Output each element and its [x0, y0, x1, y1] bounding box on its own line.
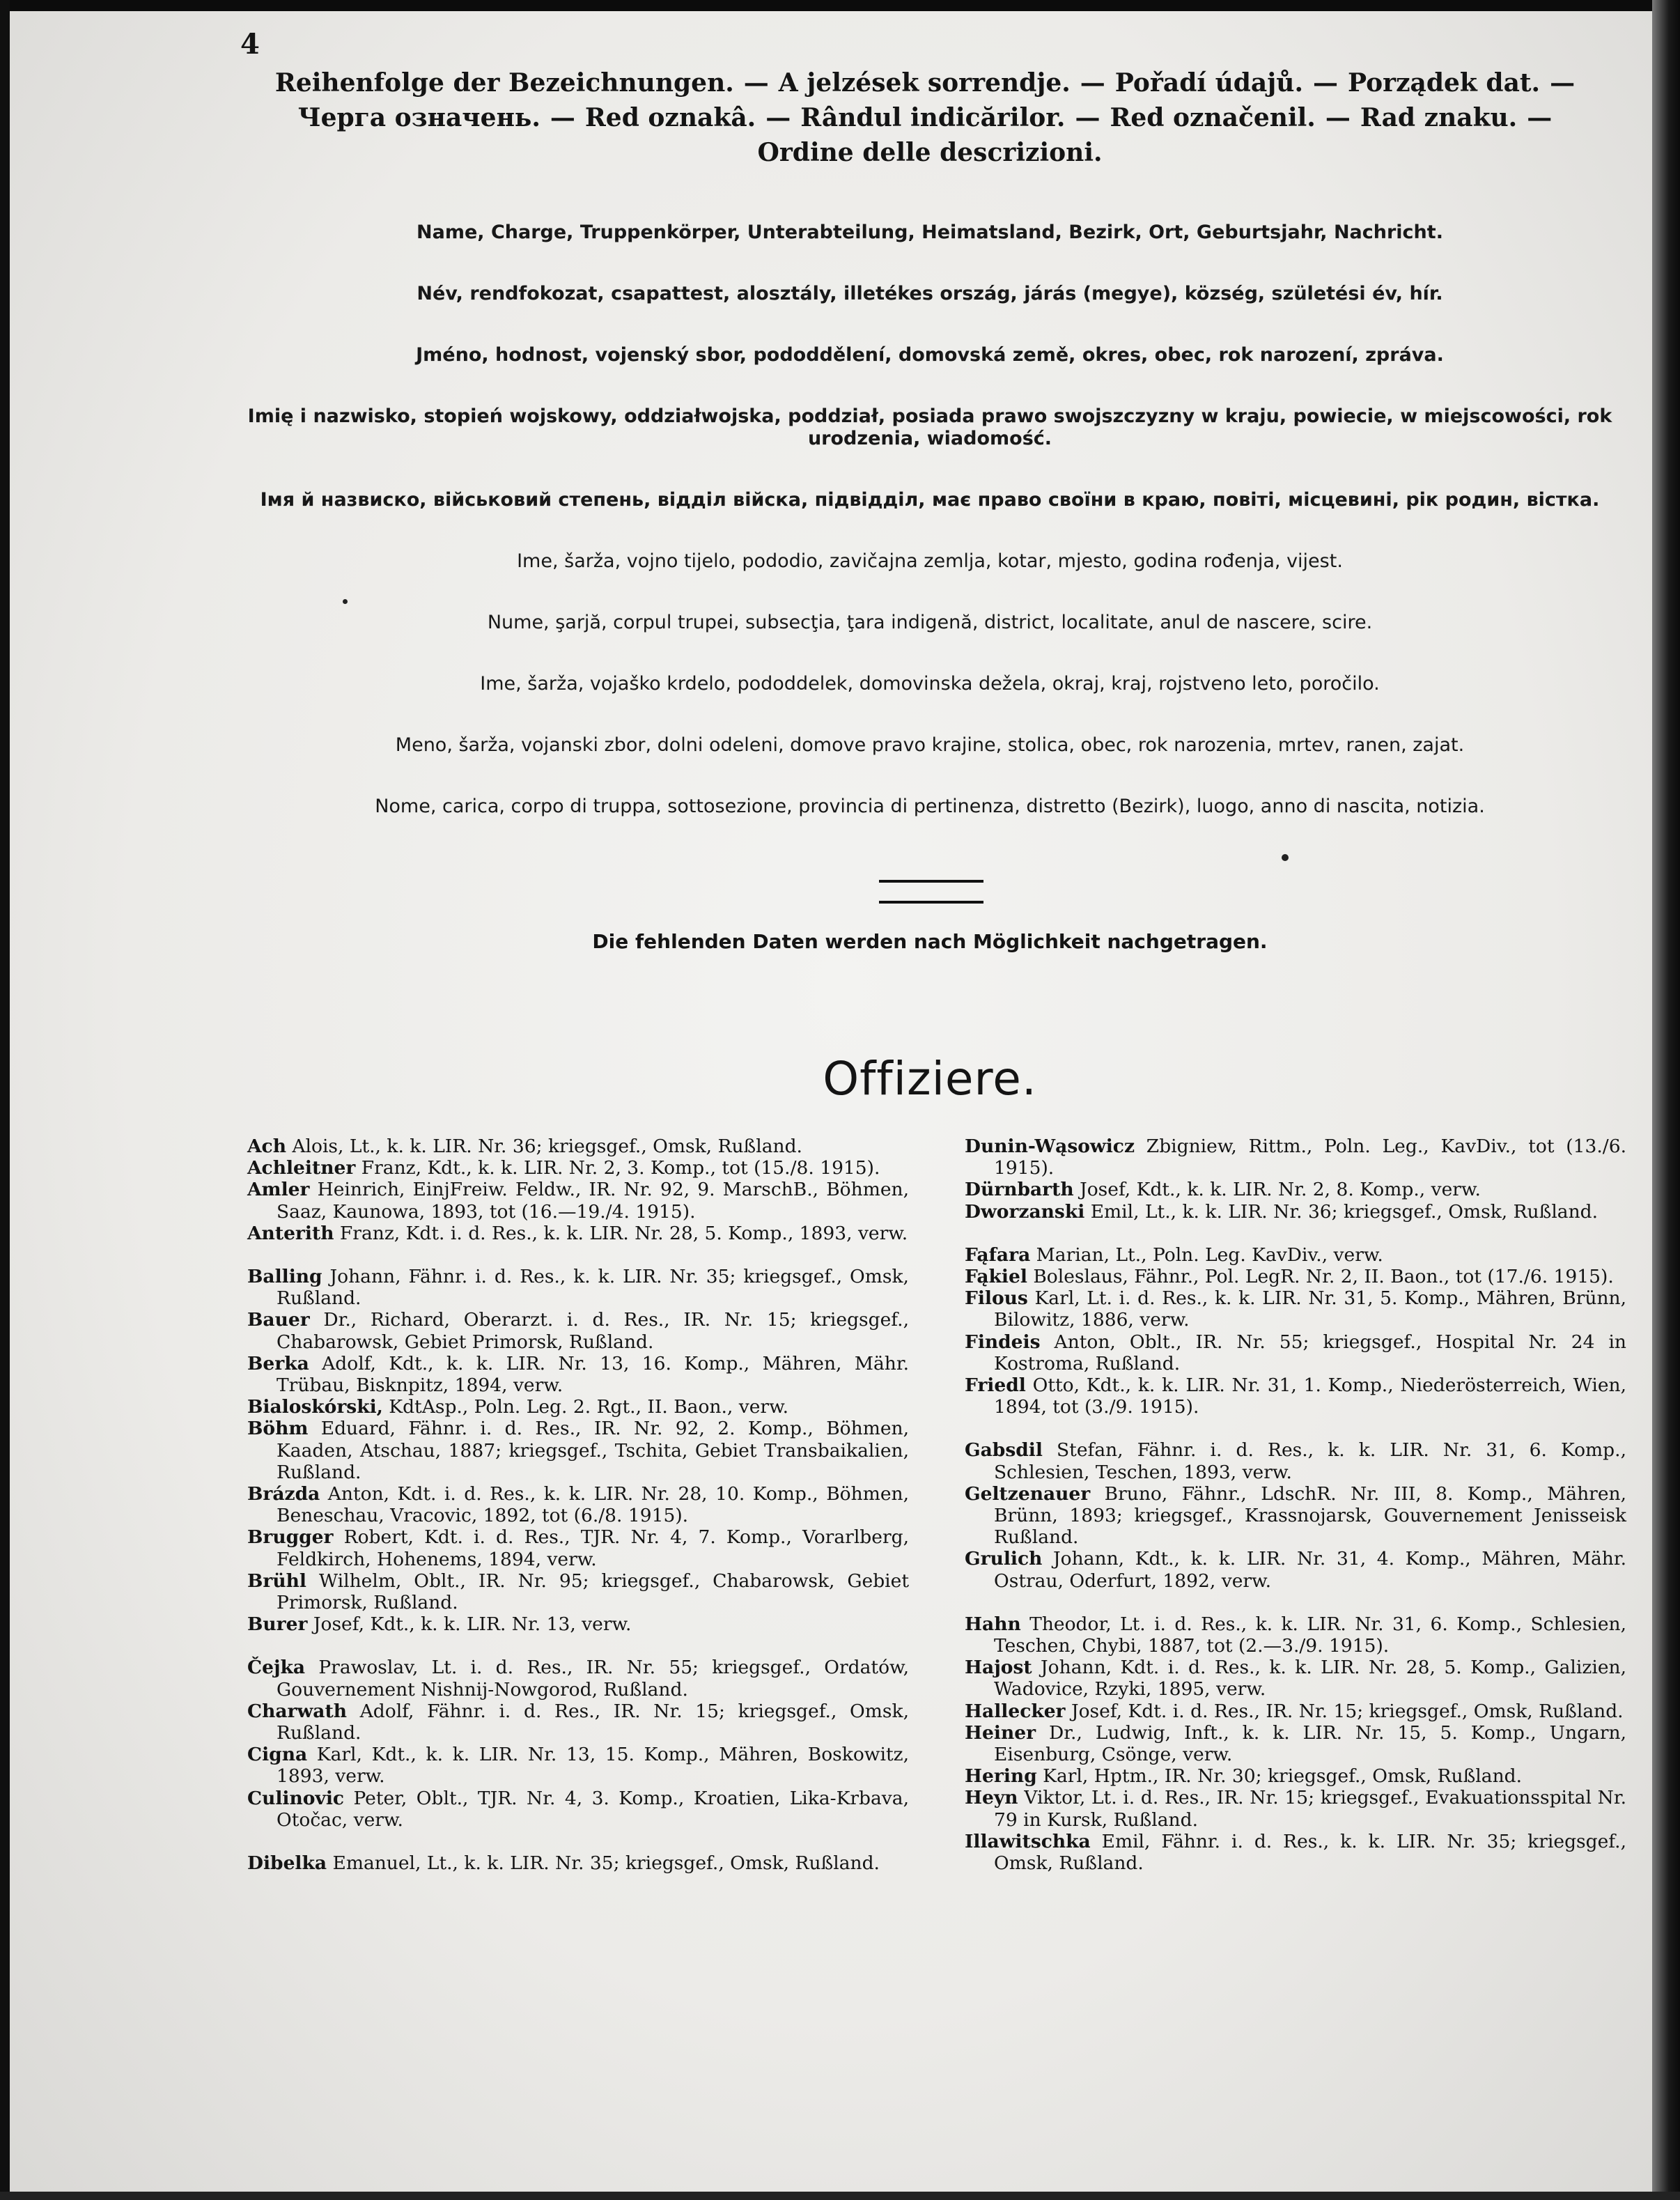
entry-details: Heinrich, EinjFreiw. Feldw., IR. Nr. 92, 9. MarschB., Böhmen, Saaz, Kaunowa, 1893, tot (16.—19./4. 1915). — [277, 1179, 909, 1223]
entry-surname: Hajost — [965, 1657, 1032, 1679]
header-separator: — — [1080, 68, 1105, 98]
scan-edge-top — [0, 0, 1680, 11]
entry-details: Theodor, Lt. i. d. Res., k. k. LIR. Nr. 31, 6. Komp., Schlesien, Teschen, Chybi, 1887, tot (2.—3./9. 1915). — [994, 1613, 1626, 1657]
entry-details: Viktor, Lt. i. d. Res., IR. Nr. 15; kriegsgef., Evakuationsspital Nr. 79 in Kursk, Rußland. — [994, 1787, 1626, 1831]
header-separator: — — [743, 68, 769, 98]
entry-surname: Balling — [247, 1266, 322, 1288]
missing-data-note: Die fehlenden Daten werden nach Möglichkeit nachgetragen. — [592, 930, 1268, 953]
entry-details: Anton, Kdt. i. d. Res., k. k. LIR. Nr. 28, 10. Komp., Böhmen, Beneschau, Vracovic, 1892, tot (6./8. 1915). — [277, 1483, 909, 1527]
entry-surname: Brühl — [247, 1570, 306, 1592]
roster-entry — [247, 1418, 909, 1483]
entry-surname: Čejka — [247, 1657, 306, 1679]
description-czech: Jméno, hodnost, vojenský sbor, pododdělení, domovská země, okres, obec, rok narození, zpráva. — [416, 344, 1444, 366]
header-separator: — — [1075, 103, 1100, 132]
roster-entry — [247, 1613, 909, 1635]
entry-surname: Dunin-Wąsowicz — [965, 1136, 1135, 1157]
scan-edge-right — [1652, 0, 1680, 2200]
entry-surname: Bialoskórski, — [247, 1396, 383, 1418]
entry-details: Emanuel, Lt., k. k. LIR. Nr. 35; kriegsgef., Omsk, Rußland. — [327, 1852, 880, 1875]
entry-details: Robert, Kdt. i. d. Res., TJR. Nr. 4, 7. Komp., Vorarlberg, Feldkirch, Hohenems, 1894, verw. — [277, 1526, 909, 1570]
entry-surname: Brugger — [247, 1526, 334, 1549]
entry-surname: Findeis — [965, 1331, 1041, 1353]
roster-entry — [965, 1483, 1626, 1549]
entry-details: Karl, Kdt., k. k. LIR. Nr. 13, 15. Komp., Mähren, Boskowitz, 1893, verw. — [277, 1744, 909, 1788]
entry-details: Josef, Kdt. i. d. Res., IR. Nr. 15; kriegsgef., Omsk, Rußland. — [1065, 1700, 1624, 1722]
entry-details: Wilhelm, Oblt., IR. Nr. 95; kriegsgef., Chabarowsk, Gebiet Primorsk, Rußland. — [277, 1570, 909, 1614]
description-ruthenian: Імя й назвиско, військовий степень, відділ війска, підвідділ, має право своїни в краю, повіті, місцевині, рік родин, вістка. — [260, 489, 1600, 511]
header-item: Porządek dat. — [1348, 68, 1541, 98]
entry-details: Stefan, Fähnr. i. d. Res., k. k. LIR. Nr. 31, 6. Komp., Schlesien, Teschen, 1893, verw. — [994, 1439, 1626, 1483]
divider-rule — [879, 901, 983, 904]
roster-entry — [247, 1483, 909, 1526]
header-separator: — — [550, 103, 575, 132]
entry-surname: Hering — [965, 1765, 1037, 1788]
entry-surname: Bauer — [247, 1309, 310, 1331]
divider-rule — [879, 880, 983, 883]
entry-surname: Fąfara — [965, 1244, 1031, 1266]
header-item: Red oznakâ. — [584, 103, 756, 132]
roster-entry — [965, 1787, 1626, 1830]
entry-surname: Fąkiel — [965, 1266, 1027, 1288]
page-number: 4 — [240, 28, 260, 61]
roster-entry — [247, 1266, 909, 1309]
roster-entry — [965, 1287, 1626, 1331]
entry-surname: Charwath — [247, 1700, 347, 1722]
entry-surname: Dworzanski — [965, 1200, 1085, 1223]
roster-entry — [965, 1548, 1626, 1591]
ink-speck — [343, 599, 348, 604]
entry-details: Zbigniew, Rittm., Poln. Leg., KavDiv., tot (13./6. 1915). — [994, 1136, 1626, 1179]
roster-entry — [247, 1309, 909, 1352]
header-item: Ordine delle descrizioni. — [757, 138, 1103, 167]
entry-surname: Filous — [965, 1287, 1028, 1310]
roster-entry — [247, 1788, 909, 1831]
entry-details: Dr., Ludwig, Inft., k. k. LIR. Nr. 15, 5. Komp., Ungarn, Eisenburg, Csönge, verw. — [994, 1721, 1626, 1766]
roster-entry — [965, 1657, 1626, 1700]
roster-entry — [965, 1136, 1626, 1179]
header-item: Rad znaku. — [1360, 103, 1518, 132]
entry-details: Dr., Richard, Oberarzt. i. d. Res., IR. Nr. 15; kriegsgef., Chabarowsk, Gebiet Primorsk, Rußland. — [277, 1309, 909, 1353]
header-separator: — — [1527, 103, 1553, 132]
entry-details: Karl, Hptm., IR. Nr. 30; kriegsgef., Omsk, Rußland. — [1036, 1765, 1523, 1788]
header-item: A jelzések sorrendje. — [778, 68, 1071, 98]
entry-details: Anton, Oblt., IR. Nr. 55; kriegsgef., Hospital Nr. 24 in Kostroma, Rußland. — [994, 1331, 1626, 1374]
entry-details: Emil, Fähnr. i. d. Res., k. k. LIR. Nr. 35; kriegsgef., Omsk, Rußland. — [994, 1830, 1626, 1875]
entry-surname: Dibelka — [247, 1852, 327, 1875]
entry-details: Josef, Kdt., k. k. LIR. Nr. 2, 8. Komp., verw. — [1073, 1179, 1481, 1201]
entry-details: Boleslaus, Fähnr., Pol. LegR. Nr. 2, II. Baon., tot (17./6. 1915). — [1027, 1266, 1614, 1288]
entry-details: Peter, Oblt., TJR. Nr. 4, 3. Komp., Kroatien, Lika-Krbava, Otočac, verw. — [277, 1787, 909, 1831]
header-item: Pořadí údajů. — [1114, 68, 1303, 98]
roster-entry — [247, 1744, 909, 1787]
entry-surname: Hallecker — [965, 1700, 1066, 1722]
roster-entry — [965, 1179, 1626, 1200]
entry-surname: Brázda — [247, 1483, 320, 1505]
entry-details: Marian, Lt., Poln. Leg. KavDiv., verw. — [1030, 1244, 1383, 1266]
description-polish: Imię i nazwisko, stopień wojskowy, oddziałwojska, poddział, posiada prawo swojszczyzny w kraju, powiecie, w miejscowości, rok urodzenia, wiadomość. — [247, 405, 1612, 449]
roster-entry — [965, 1831, 1626, 1874]
entry-details: Karl, Lt. i. d. Res., k. k. LIR. Nr. 31, 5. Komp., Mähren, Brünn, Bilowitz, 1886, verw. — [994, 1287, 1626, 1331]
entry-surname: Heiner — [965, 1721, 1036, 1744]
entry-surname: Böhm — [247, 1418, 309, 1440]
entry-details: Johann, Fähnr. i. d. Res., k. k. LIR. Nr. 35; kriegsgef., Omsk, Rußland. — [277, 1266, 909, 1310]
description-italian: Nome, carica, corpo di truppa, sottosezione, provincia di pertinenza, distretto (Bezirk), luogo, anno di nascita, notizia. — [375, 796, 1485, 817]
entry-surname: Berka — [247, 1352, 309, 1374]
entry-details: Johann, Kdt. i. d. Res., k. k. LIR. Nr. 28, 5. Komp., Galizien, Wadovice, Rzyki, 1895, verw. — [994, 1657, 1626, 1701]
roster-entry — [247, 1852, 909, 1874]
description-hungarian: Név, rendfokozat, csapattest, alosztály, illetékes ország, járás (megye), község, születési év, hír. — [417, 283, 1443, 304]
entry-surname: Grulich — [965, 1548, 1043, 1570]
description-romanian: Nume, şarjă, corpul trupei, subsecţia, ţara indigenă, district, localitate, anul de nascere, scire. — [487, 612, 1373, 633]
entry-details: Josef, Kdt., k. k. LIR. Nr. 13, verw. — [307, 1613, 632, 1636]
description-slovenian: Ime, šarža, vojaško krdelo, pododdelek, domovinska dežela, okraj, kraj, rojstveno leto, poročilo. — [480, 673, 1380, 695]
entry-surname: Burer — [247, 1613, 308, 1636]
roster-entry — [247, 1701, 909, 1744]
entry-details: KdtAsp., Poln. Leg. 2. Rgt., II. Baon., verw. — [382, 1396, 789, 1418]
header-item: Red označenil. — [1110, 103, 1316, 132]
entry-surname: Ach — [247, 1136, 286, 1157]
header-item: Reihenfolge der Bezeichnungen. — [274, 68, 734, 98]
header — [230, 65, 1630, 170]
entry-surname: Culinovic — [247, 1787, 345, 1809]
roster-entry — [965, 1374, 1626, 1418]
roster-entry — [965, 1701, 1626, 1722]
roster-entry — [247, 1526, 909, 1570]
ink-speck — [1282, 854, 1289, 861]
roster-entry — [965, 1722, 1626, 1765]
entry-details: Alois, Lt., k. k. LIR. Nr. 36; kriegsgef., Omsk, Rußland. — [286, 1136, 802, 1157]
header-line-1 — [230, 65, 1630, 100]
scan-edge-left — [0, 0, 10, 2200]
header-item: Черга означень. — [297, 103, 540, 132]
header-separator: — — [765, 103, 791, 132]
roster-entry — [247, 1157, 909, 1179]
header-line-3 — [230, 135, 1630, 170]
right-column — [965, 1136, 1626, 1874]
header-separator: — — [1313, 68, 1338, 98]
roster-entry — [965, 1439, 1626, 1482]
header-separator: — — [1325, 103, 1351, 132]
entry-surname: Anterith — [247, 1222, 334, 1244]
roster-entry — [965, 1266, 1626, 1287]
entry-details: Otto, Kdt., k. k. LIR. Nr. 31, 1. Komp., Niederösterreich, Wien, 1894, tot (3./9. 1915). — [994, 1374, 1626, 1418]
entry-surname: Achleitner — [247, 1157, 356, 1179]
entry-surname: Cigna — [247, 1744, 308, 1766]
entry-surname: Amler — [247, 1179, 310, 1201]
left-column — [247, 1136, 909, 1874]
scan-edge-bottom — [0, 2192, 1680, 2200]
roster-entry — [965, 1765, 1626, 1787]
roster-entry — [247, 1657, 909, 1700]
entry-surname: Hahn — [965, 1613, 1021, 1635]
roster-entry — [247, 1223, 909, 1244]
header-item: Rândul indicărilor. — [800, 103, 1066, 132]
entry-details: Eduard, Fähnr. i. d. Res., IR. Nr. 92, 2. Komp., Böhmen, Kaaden, Atschau, 1887; kriegsgef., Tschita, Gebiet Transbaikalien, Rußland. — [277, 1418, 909, 1483]
entry-surname: Heyn — [965, 1787, 1018, 1809]
entry-surname: Gabsdil — [965, 1439, 1043, 1462]
roster-entry — [247, 1396, 909, 1418]
entry-surname: Geltzenauer — [965, 1482, 1091, 1505]
entry-details: Prawoslav, Lt. i. d. Res., IR. Nr. 55; kriegsgef., Ordatów, Gouvernement Nishnij-Nowgorod, Rußland. — [277, 1657, 909, 1701]
roster-entry — [247, 1136, 909, 1157]
header-separator: — — [1550, 68, 1576, 98]
description-german: Name, Charge, Truppenkörper, Unterabteilung, Heimatsland, Bezirk, Ort, Geburtsjahr, Nachricht. — [417, 222, 1443, 243]
roster-entry — [965, 1244, 1626, 1266]
entry-details: Adolf, Fähnr. i. d. Res., IR. Nr. 15; kriegsgef., Omsk, Rußland. — [277, 1700, 909, 1744]
field-descriptions — [230, 222, 1630, 857]
entry-details: Johann, Kdt., k. k. LIR. Nr. 31, 4. Komp., Mähren, Mähr. Ostrau, Oderfurt, 1892, verw. — [994, 1548, 1626, 1592]
roster-entry — [965, 1613, 1626, 1657]
roster-entry — [247, 1353, 909, 1396]
entry-details: Bruno, Fähnr., LdschR. Nr. III, 8. Komp., Mähren, Brünn, 1893; kriegsgef., Krassnojarsk, Gouvernement Jenisseisk Rußland. — [994, 1482, 1626, 1549]
entry-surname: Dürnbarth — [965, 1179, 1074, 1201]
entry-details: Adolf, Kdt., k. k. LIR. Nr. 13, 16. Komp., Mähren, Mähr. Trübau, Bisknpitz, 1894, verw. — [277, 1352, 909, 1397]
roster-entry — [965, 1331, 1626, 1374]
roster-entry — [965, 1201, 1626, 1223]
entry-details: Franz, Kdt. i. d. Res., k. k. LIR. Nr. 28, 5. Komp., 1893, verw. — [334, 1222, 908, 1244]
section-title: Offiziere. — [823, 1052, 1037, 1106]
roster-entry — [247, 1179, 909, 1222]
entry-details: Franz, Kdt., k. k. LIR. Nr. 2, 3. Komp., tot (15./8. 1915). — [355, 1157, 880, 1179]
entry-details: Emil, Lt., k. k. LIR. Nr. 36; kriegsgef., Omsk, Rußland. — [1084, 1200, 1599, 1223]
description-croatian: Ime, šarža, vojno tijelo, pododio, zavičajna zemlja, kotar, mjesto, godina rođenja, vijest. — [517, 550, 1343, 572]
header-line-2 — [230, 100, 1630, 135]
entry-surname: Friedl — [965, 1374, 1026, 1397]
description-slovak: Meno, šarža, vojanski zbor, dolni odeleni, domove pravo krajine, stolica, obec, rok narozenia, mrtev, ranen, zajat. — [395, 734, 1465, 756]
entry-surname: Illawitschka — [965, 1830, 1091, 1852]
roster-entry — [247, 1570, 909, 1613]
